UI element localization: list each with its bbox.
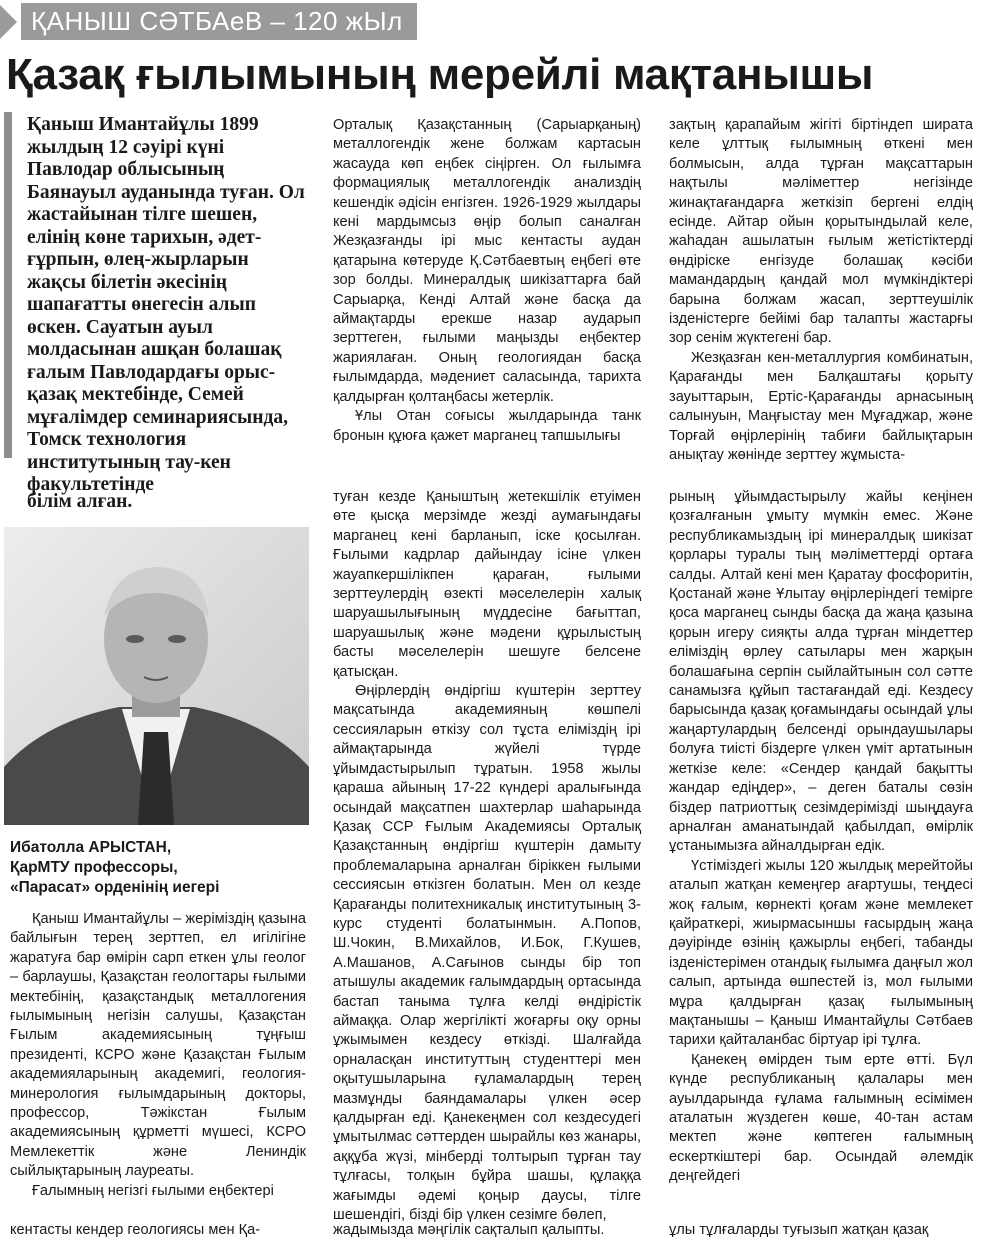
- paragraph: Өңірлердің өндіргіш күштерін зерттеу мақсатында академияның көшпелі сессияларын өткізу сол тұста еліміздің ірі аймақтарында жүйелі түрде ұйымдастырылып тұратын. 1958 жылы қараша айының 17-22 күндері аралығында осындай мақсатпен шахтерлар шаһарында Қазақ ССР Ғылым Академиясы Орталық Қазақстанның өндіргіш күштерін дамыту проблемаларына арналған біріккен ғылыми сессиясын өткізген болатын. Мен ол кезде Қарағанды политехникалық институтының 3-курс студенті болатынмын. А.Попов, Ш.Чокин, В.Михайлов, И.Бок, Г.Кушев, А.Машанов, А.Сағынов сынды бір топ атышулы академик ғалымдардың ортасында бастап таныма тұлға келді өндірістік аймаққа. Олар жергілікті жоғарғы оқу орны ұжымымен кездесу өткізді. Шалғайда орналасқан институттың студенттері мен оқытушыларына ғұламалардың терең мазмұнды баяндамалары үлкен әсер қалдырған еді. Қанекеңмен сол кездесудегі ұмытылмас сәттерден шырайлы көз жанары, аққұба жүзі, мінберді толтырып тұрған тау тұлғасы, толқын бұйра шашы, құлаққа жағымды әдемі қоңыр даусы, тілге шешендігі, бізді бір үлкен сезімге бөлеп,: [333, 683, 641, 1224]
- paragraph: Қаныш Имантайұлы – жеріміздің қазына байлығын терең зерттеп, ел игілігіне жаратуға бар өмірін сарп еткен ұлы геолог – барлаушы, Қазақстан геологтары ғылыми мектебінің, қазақстандық металлогения ғылымының негізін салушы, Қазақстан Ғылым академиясының тұңғыш президенті, КСРО және Қазақстан Ғылым академияларының академигі, геология-минерология ғылымдарының докторы, профессор, Тәжікстан Ғылым академиясының құрметті мүшесі, КСРО Мемлекеттік және Лениндік сыйлықтарының лауреаты.: [10, 911, 306, 1180]
- paragraph: туған кезде Қаныштың жетекшілік етуімен өте қысқа мерзімде жезді аумағындағы марганец кені барланып, іске қосылған. Ғылыми кадрлар дайындау ісіне үлкен жауапкершілікпен қараған, ғылыми зерттеулердің өзекті мәселелерін халық шаруашылығының мүддесіне бағыттап, шаруашылық және мәдени құрылыстың басты мәселелерін шешуге белсене қатысқан.: [333, 489, 641, 680]
- column-2-top: [333, 116, 641, 446]
- column-1: [10, 910, 306, 1201]
- author-award: «Парасат» орденінің иегері: [10, 879, 220, 896]
- rubric-label: ҚАНЫШ СӘТБАеВ – 120 жЫл: [21, 3, 417, 40]
- paragraph: Орталық Қазақстанның (Сарыарқаның) металлогендік жене болжам картасын жасауда көп еңбек сіңірген. Ол ғылымға формациялық металлогендік анализдің кешендік әдісін енгізген. 1926-1929 жылдары кені мардымсыз өңір болып саналған Жезқазғанды ірі мыс кентасты аудан қатарына көтеруде Қ.Сәтбаевтың еңбегі өте зор болды. Минералдық шикізаттарға бай Сарыарқа, Кенді Алтай және басқа да аймақтарды ерекше назар аударып зерттеген, ғылыми маңызды еңбектер жариялаған. Оның геологиядан басқа ғылымдарда, мәдениет саласында, тарихта қалдырған қолтаңбасы жетерлік.: [333, 117, 641, 405]
- column-3-top: [669, 116, 973, 465]
- paragraph: Ғалымның негізгі ғылыми еңбектері: [32, 1182, 274, 1199]
- column-2-continuation: жадымызда мәңгілік сақталып қалыпты.: [333, 1222, 605, 1238]
- paragraph: зақтың қарапайым жігіті біртіндеп ширата келе ұлттық ғылымның өткені мен болмысын, алда тұрған мақсаттарын нақтылы мәліметтер негізінде жинақтағандарға жеткізіп бергені елдің есінде. Айтар ойын қорытындылай келе, жаһадан ашылатын ғылым жетістіктерді өндіріске енгізуде болашақ кәсіби мамандардың қандай мол мүмкіндіктері барына болжам жасап, зерттеушілік ізденістерге бейімі бар талапты жастарғы зор сенім жүктегені бар.: [669, 117, 973, 347]
- lead-rule: [4, 112, 12, 458]
- section-rubric: [0, 3, 417, 40]
- author-position: ҚарМТУ профессоры,: [10, 859, 178, 876]
- author-photo: [4, 527, 309, 825]
- column-2-bottom: [333, 488, 641, 1225]
- column-3-bottom: [669, 488, 973, 1187]
- paragraph: Ұлы Отан соғысы жылдарында танк бронын құюға қажет марганец тапшылығы: [333, 408, 641, 444]
- rubric-arrow-icon: [0, 5, 17, 39]
- lead-paragraph: Қаныш Имантайұлы 1899 жылдың 12 сәуірі күні Павлодар облысының Баянауыл ауданында туған. Ол жастайынан тілге шешен, елінің көне тарихын, әдет-ғұрпын, өлең-жырларын жақсы білетін әкесінің шапағатты өнегесін алып өскен. Сауатын ауыл молдасынан ашқан болашақ ғалым Павлодардағы орыс-қазақ мектебінде, Семей мұғалімдер семинариясында, Томск технология институтының тау-кен факультетінде: [27, 114, 305, 495]
- author-name: Ибатолла АРЫСТАН,: [10, 839, 172, 856]
- paragraph: Үстіміздегі жылы 120 жылдық мерейтойы аталып жатқан кемеңгер ағартушы, теңдесі жоқ ғалым, көрнекті қоғам және мемлекет қайраткері, жиырмасыншы ғасырдың жаңа дәуірінде өзінің қажырлы еңбегі, табанды ізденістерімен отандық ғылымға даңғыл жол салып, артында өшпестей із, мол ғылыми мұра қалдырған қазақ ғылымының мақтанышы – Қаныш Имантайұлы Сәтбаев тарихи қайталанбас біртуар ірі тұлға.: [669, 857, 973, 1049]
- paragraph: рының ұйымдастырылу жайы кеңінен қозғалғанын ұмыту мүмкін емес. Және республикамыздың ірі минералдық шикізат қорлары туралы тың мәліметтерді ортаға салды. Алтай кені мен Қаратау фосфоритін, Қостанай және Ұлытау өңірлеріндегі темірге қоса марганец сынды басқа да жаңа қазына қорын игеру сияқты алда тұрған міндеттер еліміздің өрлеу сатылары мен жарқын болашағына серпін сыйлайтынын сол сәтте санамызға құйып тастағандай еді. Кездесу барысында қазақ қоғамындағы осындай ұлы жаңартулардың белсенді орындаушылары болуға тиісті біздерге үлкен үміт артатынын жеткізе келе: «Сендер қандай бақытты жандар едіңдер», – деген баталы сөзін біздер патриоттық сезімдерімізді шыңдауға арналған аманатындай қабылдап, өмірлік ұстанымызға айналдырған едік.: [669, 489, 973, 855]
- paragraph: Жезқазған кен-металлургия комбинатын, Қарағанды мен Балқаштағы қорыту зауыттарын, Ертіс-Қарағанды арнасының салынуын, Маңғыстау мен Мұғаджар, және Торғай өңірлерінің табиғи байлықтарын анықтау жөнінде зерттеу жұмыста-: [669, 349, 973, 463]
- column-3-continuation: ұлы тұлғаларды туғызып жатқан қазақ: [669, 1222, 929, 1238]
- paragraph: Қанекең өмірден тым ерте өтті. Бүл күнде республиканың қалалары мен ауылдарында ғұлама ғалымның есімімен аталатын жүздеген көше, 40-тан астам мектеп және көптеген ғалымның ескерткіштері бар. Осындай әлемдік деңгейдегі: [669, 1051, 973, 1185]
- photo-caption: [10, 838, 310, 898]
- lead-paragraph-tail: білім алған.: [27, 491, 133, 512]
- article-headline: Қазақ ғылымының мерейлі мақтанышы: [6, 50, 874, 99]
- column-1-continuation: кентасты кендер геологиясы мен Қа-: [10, 1222, 261, 1238]
